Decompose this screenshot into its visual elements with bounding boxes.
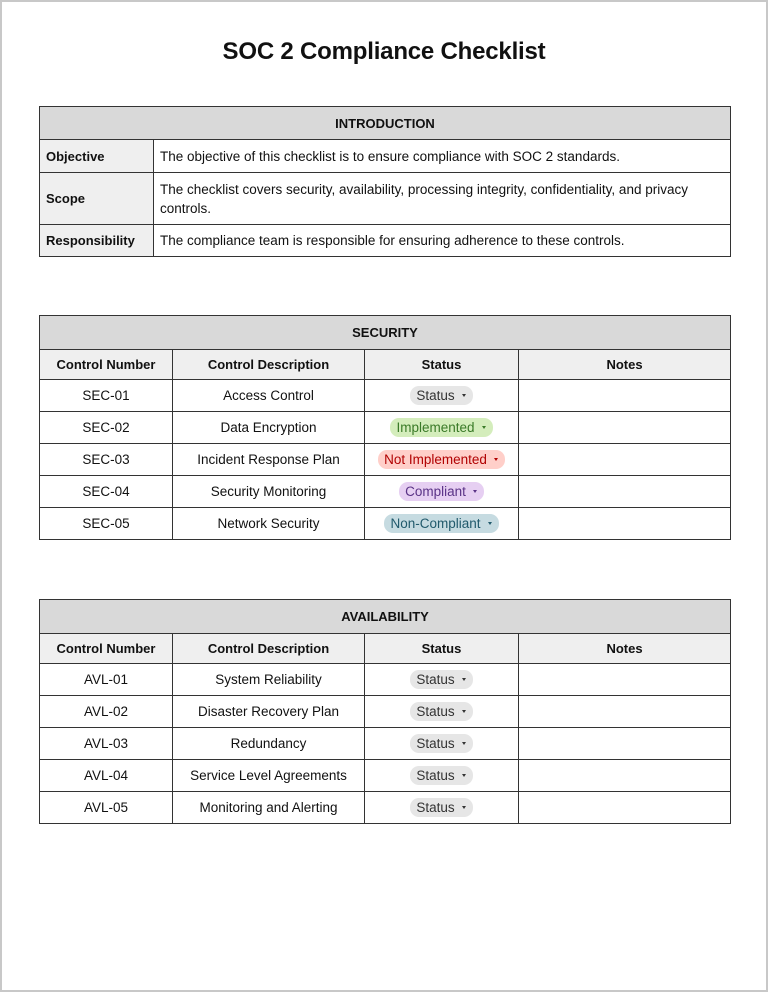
intro-value[interactable]: The compliance team is responsible for ensuring adherence to these controls. xyxy=(154,225,731,257)
control-number-cell[interactable]: AVL-01 xyxy=(40,664,173,696)
control-description-cell[interactable]: System Reliability xyxy=(173,664,365,696)
column-header-notes: Notes xyxy=(519,634,731,664)
notes-cell[interactable] xyxy=(519,444,731,476)
status-dropdown[interactable] xyxy=(410,702,472,721)
table-row xyxy=(40,760,731,792)
status-label: Status xyxy=(416,672,455,687)
notes-cell[interactable] xyxy=(519,380,731,412)
status-label: Non-Compliant xyxy=(390,516,481,531)
status-dropdown[interactable] xyxy=(410,798,472,817)
dropdown-arrow-icon xyxy=(462,774,466,777)
control-description-cell[interactable]: Monitoring and Alerting xyxy=(173,792,365,824)
control-number-cell[interactable]: SEC-05 xyxy=(40,508,173,540)
status-cell xyxy=(365,476,519,508)
table-row xyxy=(40,476,731,508)
dropdown-arrow-icon xyxy=(462,742,466,745)
control-description-cell[interactable]: Access Control xyxy=(173,380,365,412)
control-number-cell[interactable]: SEC-02 xyxy=(40,412,173,444)
status-dropdown[interactable] xyxy=(399,482,484,501)
status-cell xyxy=(365,664,519,696)
intro-row-responsibility xyxy=(40,225,731,257)
status-dropdown[interactable] xyxy=(410,734,472,753)
column-header-control-number: Control Number xyxy=(40,350,173,380)
status-cell xyxy=(365,760,519,792)
status-label: Status xyxy=(416,388,455,403)
table-row xyxy=(40,696,731,728)
table-row xyxy=(40,664,731,696)
status-dropdown[interactable] xyxy=(410,670,472,689)
notes-cell[interactable] xyxy=(519,412,731,444)
column-header-control-number: Control Number xyxy=(40,634,173,664)
status-label: Status xyxy=(416,704,455,719)
notes-cell[interactable] xyxy=(519,508,731,540)
notes-cell[interactable] xyxy=(519,728,731,760)
intro-value[interactable]: The objective of this checklist is to ensure compliance with SOC 2 standards. xyxy=(154,140,731,173)
table-row xyxy=(40,508,731,540)
intro-value[interactable]: The checklist covers security, availability, processing integrity, confidentiality, and privacy controls. xyxy=(154,173,731,225)
control-number-cell[interactable]: AVL-04 xyxy=(40,760,173,792)
table-row xyxy=(40,792,731,824)
column-header-status: Status xyxy=(365,350,519,380)
status-cell xyxy=(365,412,519,444)
section-header-row xyxy=(40,600,731,634)
status-label: Implemented xyxy=(396,420,475,435)
notes-cell[interactable] xyxy=(519,476,731,508)
dropdown-arrow-icon xyxy=(462,806,466,809)
intro-label: Responsibility xyxy=(40,225,154,257)
status-dropdown[interactable] xyxy=(410,386,472,405)
column-header-control-description: Control Description xyxy=(173,634,365,664)
security-header: SECURITY xyxy=(40,316,731,350)
column-header-row xyxy=(40,634,731,664)
column-header-status: Status xyxy=(365,634,519,664)
control-number-cell[interactable]: SEC-04 xyxy=(40,476,173,508)
status-dropdown[interactable] xyxy=(390,418,492,437)
control-description-cell[interactable]: Security Monitoring xyxy=(173,476,365,508)
control-description-cell[interactable]: Network Security xyxy=(173,508,365,540)
control-description-cell[interactable]: Incident Response Plan xyxy=(173,444,365,476)
status-dropdown[interactable] xyxy=(384,514,498,533)
status-dropdown[interactable] xyxy=(378,450,505,469)
notes-cell[interactable] xyxy=(519,664,731,696)
intro-row-scope xyxy=(40,173,731,225)
security-table xyxy=(39,315,731,540)
column-header-row xyxy=(40,350,731,380)
notes-cell[interactable] xyxy=(519,792,731,824)
control-description-cell[interactable]: Redundancy xyxy=(173,728,365,760)
status-label: Compliant xyxy=(405,484,466,499)
control-number-cell[interactable]: SEC-03 xyxy=(40,444,173,476)
intro-label: Objective xyxy=(40,140,154,173)
table-row xyxy=(40,412,731,444)
column-header-control-description: Control Description xyxy=(173,350,365,380)
dropdown-arrow-icon xyxy=(462,678,466,681)
intro-label: Scope xyxy=(40,173,154,225)
status-cell xyxy=(365,444,519,476)
page-title: SOC 2 Compliance Checklist xyxy=(222,38,546,65)
section-header-row xyxy=(40,316,731,350)
status-label: Status xyxy=(416,768,455,783)
control-description-cell[interactable]: Service Level Agreements xyxy=(173,760,365,792)
dropdown-arrow-icon xyxy=(462,710,466,713)
notes-cell[interactable] xyxy=(519,760,731,792)
section-header-row xyxy=(40,107,731,140)
introduction-table xyxy=(39,106,731,257)
status-cell xyxy=(365,508,519,540)
notes-cell[interactable] xyxy=(519,696,731,728)
dropdown-arrow-icon xyxy=(494,458,498,461)
status-label: Not Implemented xyxy=(384,452,487,467)
column-header-notes: Notes xyxy=(519,350,731,380)
table-row xyxy=(40,380,731,412)
status-cell xyxy=(365,728,519,760)
status-label: Status xyxy=(416,800,455,815)
status-cell xyxy=(365,696,519,728)
availability-table xyxy=(39,599,731,824)
status-label: Status xyxy=(416,736,455,751)
dropdown-arrow-icon xyxy=(482,426,486,429)
table-row xyxy=(40,444,731,476)
status-dropdown[interactable] xyxy=(410,766,472,785)
dropdown-arrow-icon xyxy=(488,522,492,525)
control-number-cell[interactable]: SEC-01 xyxy=(40,380,173,412)
availability-header: AVAILABILITY xyxy=(40,600,731,634)
intro-row-objective xyxy=(40,140,731,173)
control-description-cell[interactable]: Data Encryption xyxy=(173,412,365,444)
status-cell xyxy=(365,380,519,412)
control-description-cell[interactable]: Disaster Recovery Plan xyxy=(173,696,365,728)
table-row xyxy=(40,728,731,760)
introduction-header: INTRODUCTION xyxy=(40,107,731,140)
dropdown-arrow-icon xyxy=(473,490,477,493)
dropdown-arrow-icon xyxy=(462,394,466,397)
control-number-cell[interactable]: AVL-02 xyxy=(40,696,173,728)
status-cell xyxy=(365,792,519,824)
control-number-cell[interactable]: AVL-05 xyxy=(40,792,173,824)
control-number-cell[interactable]: AVL-03 xyxy=(40,728,173,760)
